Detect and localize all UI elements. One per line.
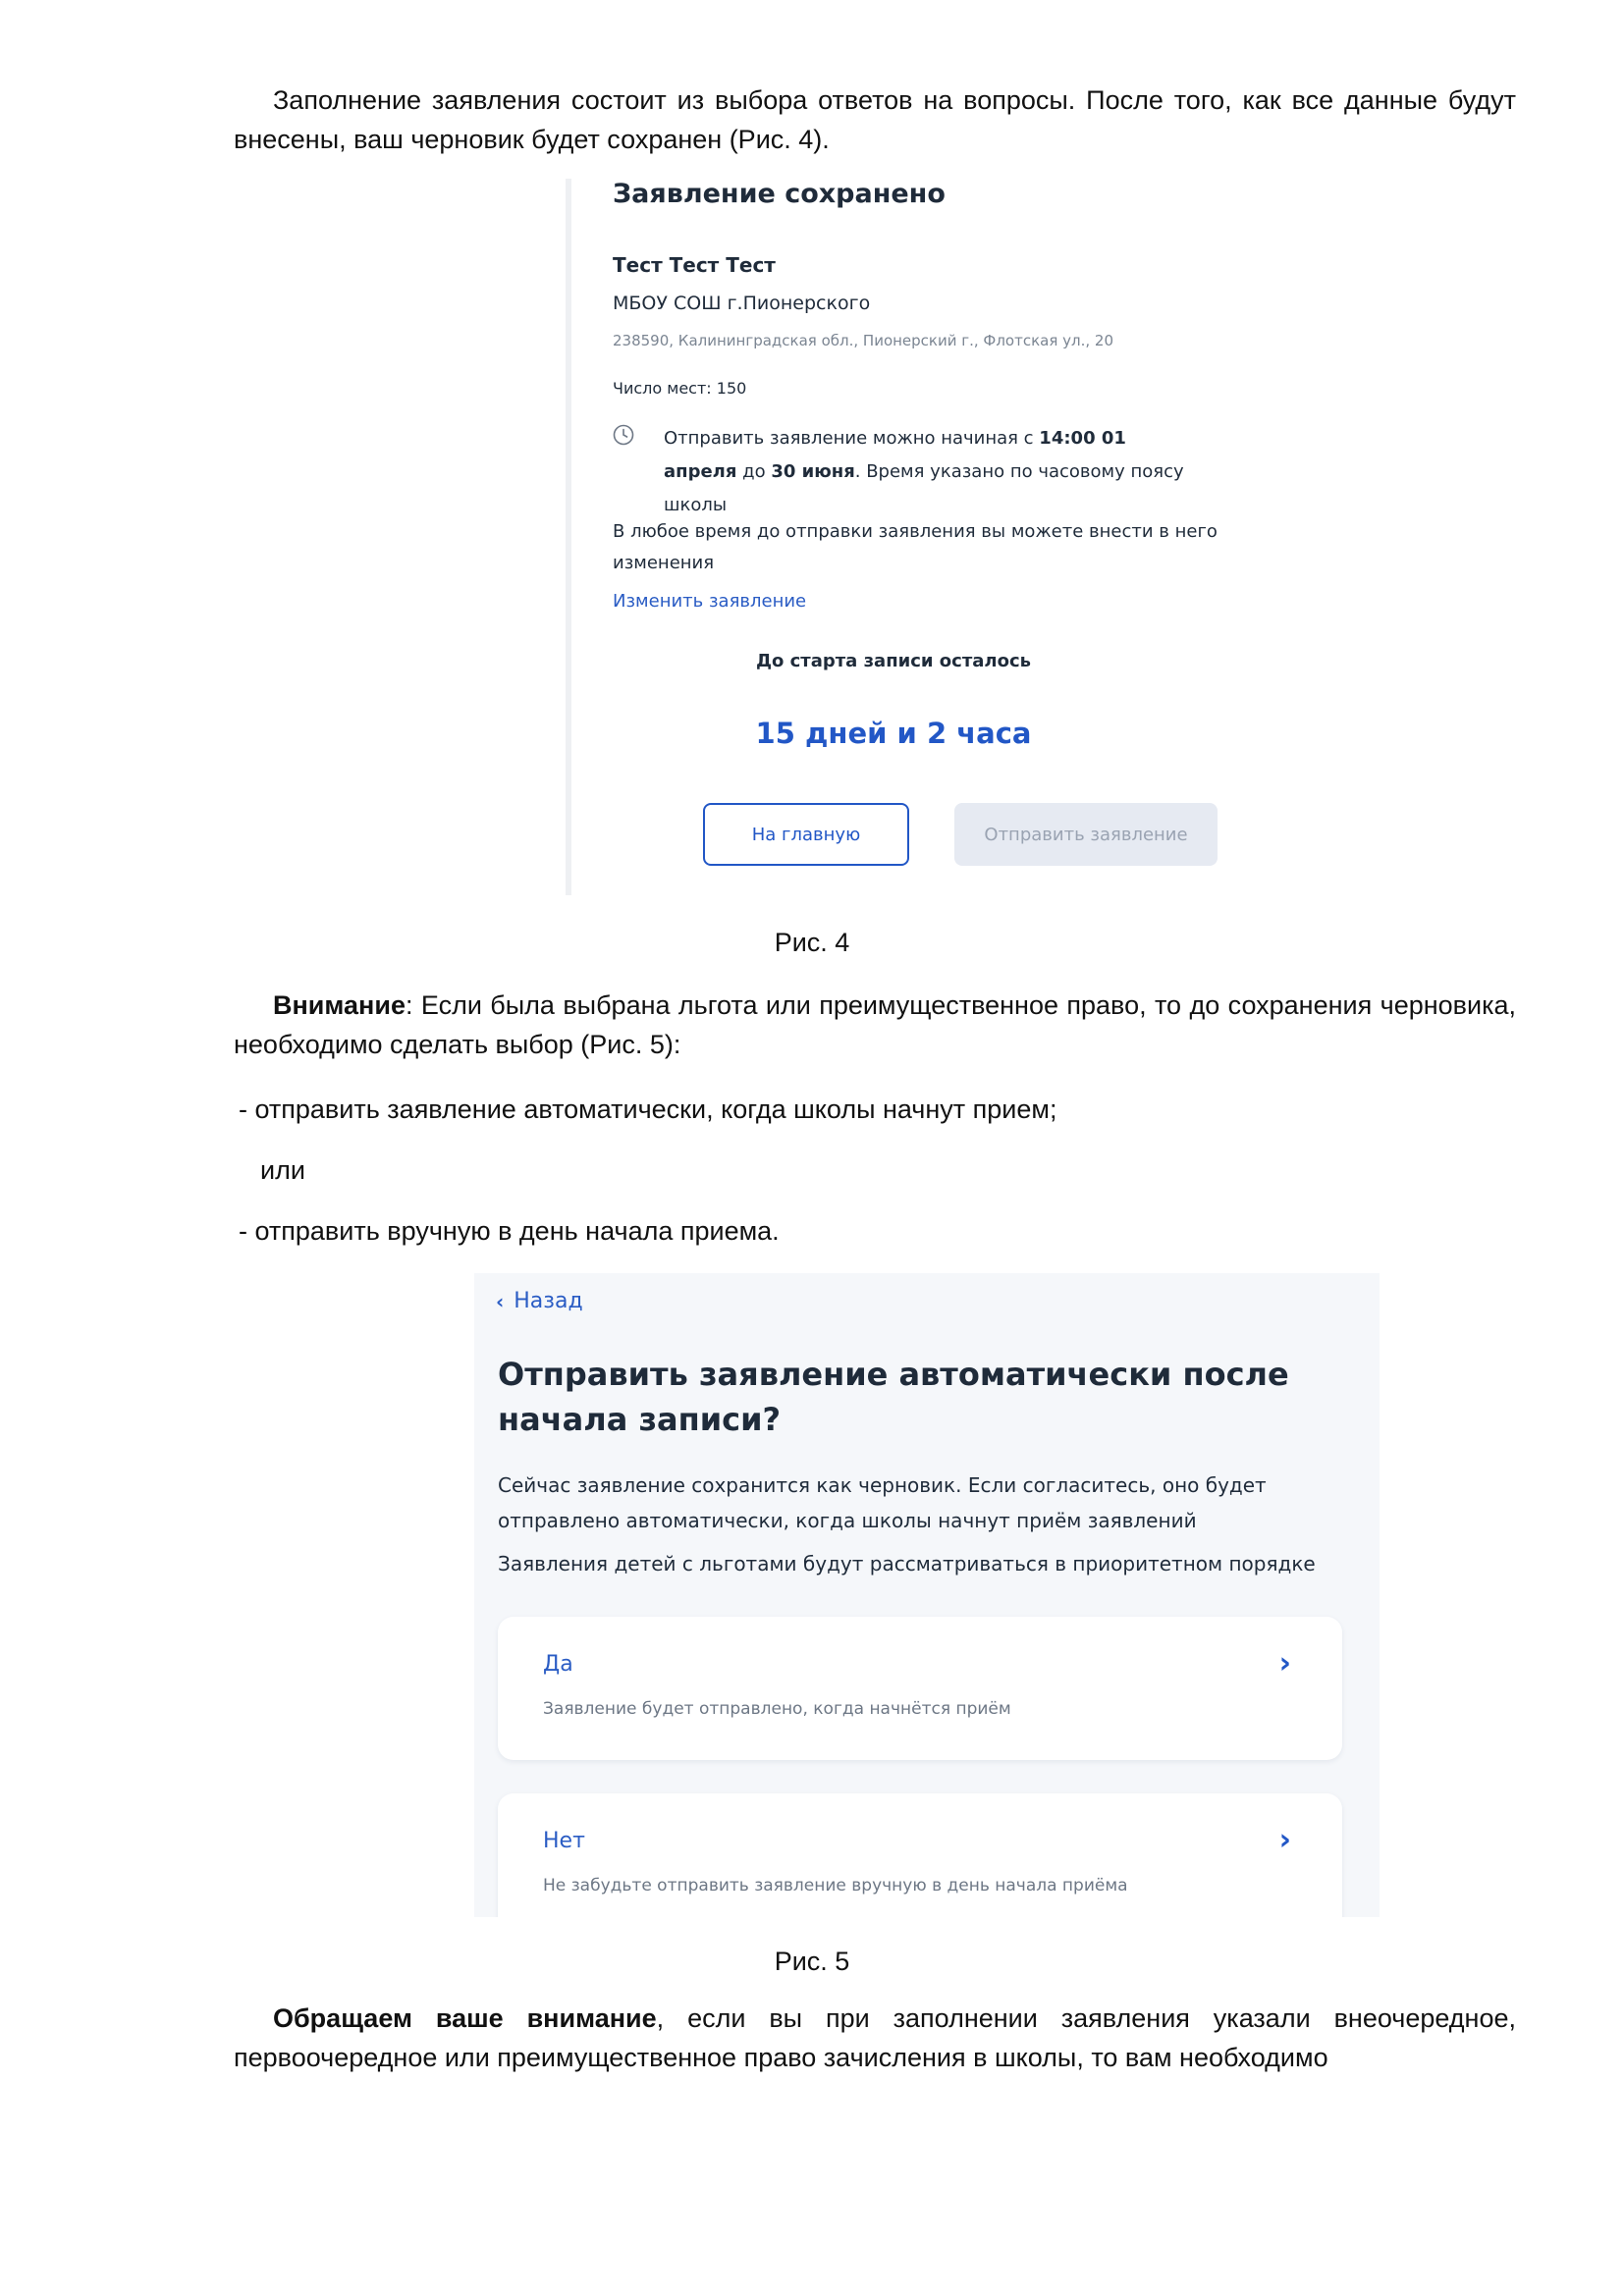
figure-4-caption: Рис. 4 (774, 928, 850, 957)
option-no-card[interactable] (498, 1793, 1342, 1917)
option-yes-subtitle: Заявление будет отправлено, когда начнётся приём (543, 1699, 1011, 1719)
option-auto-text: - отправить заявление автоматически, когда школы начнут прием; (239, 1095, 1057, 1124)
back-label: Назад (514, 1289, 583, 1313)
chevron-right-icon: › (1278, 1823, 1291, 1857)
school-name: МБОУ СОШ г.Пионерского (613, 293, 871, 314)
final-paragraph: Обращаем ваше внимание, если вы при заполнении заявления указали внеочередное, первоочередное или преимущественное право зачисления в школы, то вам необходимо (234, 2003, 1516, 2072)
option-yes-card[interactable] (498, 1617, 1342, 1760)
countdown-label: До старта записи осталось (755, 651, 1032, 671)
send-application-button[interactable]: Отправить заявление (954, 803, 1218, 866)
attention-paragraph: Внимание: Если была выбрана льгота или преимущественное право, то до сохранения черновика, необходимо сделать выбор (Рис. 5): (234, 990, 1516, 1059)
chevron-right-icon: › (1278, 1646, 1291, 1681)
saved-title: Заявление сохранено (613, 179, 946, 209)
option-no-title: Нет (543, 1829, 585, 1853)
option-yes-title: Да (543, 1652, 573, 1677)
seats-count: Число мест: 150 (613, 379, 747, 398)
clock-icon (613, 424, 634, 446)
edit-note: В любое время до отправки заявления вы можете внести в него изменения (613, 521, 1218, 573)
applicant-name: Тест Тест Тест (613, 253, 776, 277)
intro-paragraph: Заполнение заявления состоит из выбора ответов на вопросы. После того, как все данные будут внесены, ваш черновик будет сохранен (Рис. 4). (234, 85, 1516, 154)
figure-5-caption: Рис. 5 (774, 1947, 850, 1976)
school-address: 238590, Калининградская обл., Пионерский г., Флотская ул., 20 (613, 332, 1113, 349)
edit-application-link[interactable]: Изменить заявление (613, 591, 807, 612)
figure-4-screenshot (566, 179, 1216, 895)
home-button[interactable]: На главную (703, 803, 909, 866)
priority-note: Заявления детей с льготами будут рассматриваться в приоритетном порядке (498, 1552, 1316, 1575)
or-text: или (260, 1155, 305, 1185)
figure-5-screenshot (474, 1273, 1380, 1917)
submission-window-notice: Отправить заявление можно начиная с 14:00 01 апреля до 30 июня. Время указано по часовому поясу школы (664, 428, 1184, 515)
auto-send-heading: Отправить заявление автоматически после начала записи? (498, 1356, 1289, 1438)
option-no-subtitle: Не забудьте отправить заявление вручную в день начала приёма (543, 1876, 1128, 1896)
option-manual-text: - отправить вручную в день начала приема. (239, 1216, 780, 1246)
auto-send-description: Сейчас заявление сохранится как черновик. Если согласитесь, оно будет отправлено автоматически, когда школы начнут приём заявлений (498, 1473, 1267, 1532)
countdown-value: 15 дней и 2 часа (755, 717, 1032, 750)
back-link[interactable] (496, 1289, 583, 1313)
chevron-left-icon: ‹ (496, 1289, 505, 1313)
